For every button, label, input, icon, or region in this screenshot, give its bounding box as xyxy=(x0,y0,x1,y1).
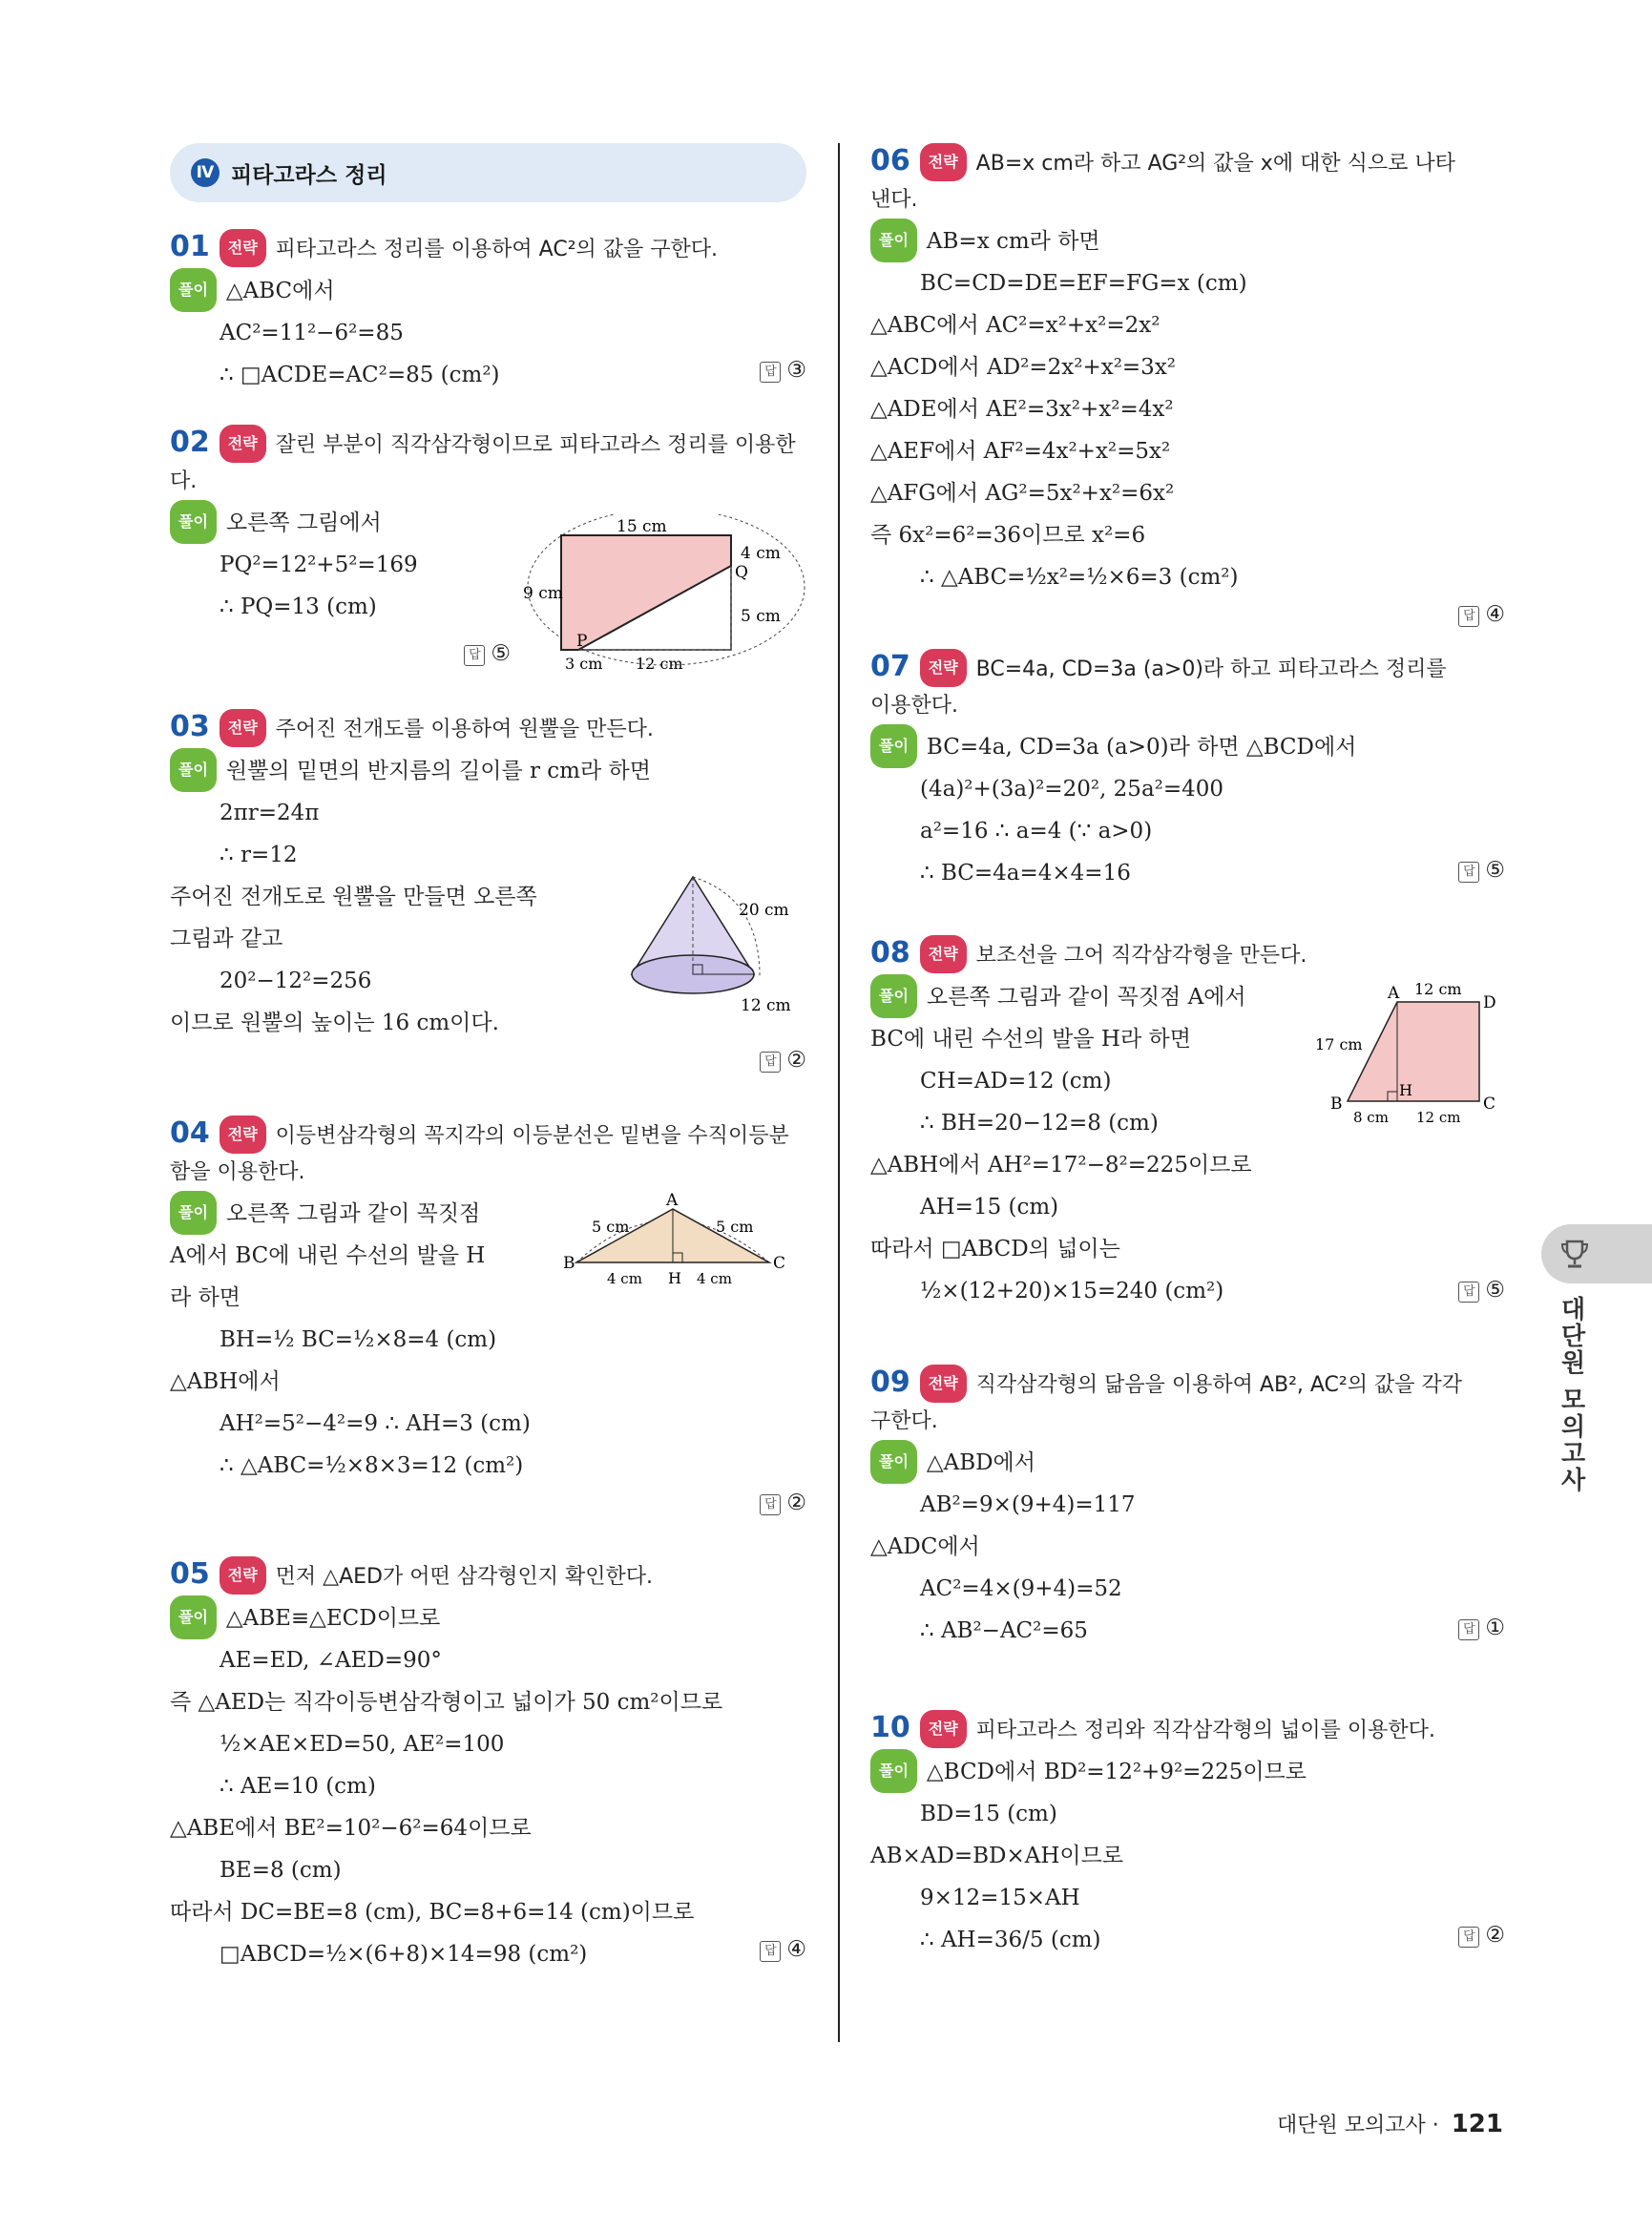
problem-hint-cont: 이용한다. xyxy=(870,694,959,718)
problem-number: 09 xyxy=(870,1366,910,1399)
problem-hint: 03 전략 주어진 전개도를 이용하여 원뿔을 만든다. xyxy=(170,709,806,748)
answer-icon: 답 xyxy=(760,1941,781,1962)
problem-02 xyxy=(170,425,806,680)
answer-icon: 답 xyxy=(1458,1282,1479,1303)
solution-tag: 풀이 xyxy=(170,1191,217,1235)
solution-line: 풀이 △ABC에서 xyxy=(170,268,806,312)
solution-line: 따라서 DC=BE=8 (cm), BC=8+6=14 (cm)이므로 xyxy=(170,1900,695,1925)
cone-figure xyxy=(626,869,817,1032)
fig-label: D xyxy=(1483,993,1496,1012)
problem-10 xyxy=(870,1710,1505,1961)
problem-number: 02 xyxy=(170,426,210,459)
problem-hint: 07 전략 BC=4a, CD=3a (a>0)라 하고 피타고라스 정리를 xyxy=(870,649,1505,688)
strategy-tag: 전략 xyxy=(920,1365,967,1403)
solution-line: AC²=4×(9+4)=52 xyxy=(920,1576,1122,1601)
solution-line: a²=16 ∴ a=4 (∵ a>0) xyxy=(920,819,1153,844)
solution-tag: 풀이 xyxy=(870,724,917,768)
answer-icon: 답 xyxy=(760,362,781,383)
fig-label: B xyxy=(563,1254,575,1273)
fig-label: 12 cm xyxy=(1416,1109,1461,1126)
answer-icon: 답 xyxy=(760,1494,781,1515)
strategy-tag: 전략 xyxy=(920,143,967,181)
solution-line: 따라서 □ABCD의 넓이는 xyxy=(870,1237,1120,1261)
fig-label: 4 cm xyxy=(607,1270,642,1287)
problem-05 xyxy=(170,1556,806,2005)
solution-line: ∴ AE=10 (cm) xyxy=(220,1774,376,1799)
problem-hint: 08 전략 보조선을 그어 직각삼각형을 만든다. xyxy=(870,935,1505,974)
solution-tag: 풀이 xyxy=(870,974,917,1018)
strategy-tag: 전략 xyxy=(220,229,266,267)
answer-icon: 답 xyxy=(464,645,485,666)
problem-hint: 02 전략 잘린 부분이 직각삼각형이므로 피타고라스 정리를 이용한 xyxy=(170,425,806,464)
problem-hint-cont: 함을 이용한다. xyxy=(170,1160,305,1184)
solution-line: BE=8 (cm) xyxy=(220,1858,342,1883)
solution-line: AE=ED, ∠AED=90° xyxy=(220,1648,442,1673)
problem-number: 08 xyxy=(870,936,910,970)
fig-label: 12 cm xyxy=(1414,980,1462,998)
answer: 답 ② xyxy=(760,1039,806,1081)
strategy-tag: 전략 xyxy=(220,709,266,747)
rectangle-figure xyxy=(523,514,809,677)
solution-line: BC에 내린 수선의 발을 H라 하면 xyxy=(870,1027,1191,1052)
fig-label: 4 cm xyxy=(741,544,781,563)
solution-line: 풀이 AB=x cm라 하면 xyxy=(870,219,1505,262)
answer-icon: 답 xyxy=(760,1052,781,1073)
fig-label: A xyxy=(666,1191,679,1210)
solution-line: AB²=9×(9+4)=117 xyxy=(920,1492,1136,1517)
solution-line: ∴ AH=36/5 (cm) xyxy=(920,1928,1101,1952)
problem-number: 06 xyxy=(870,144,910,177)
trophy-icon xyxy=(1558,1238,1591,1270)
solution-line: AC²=11²−6²=85 xyxy=(220,321,404,345)
strategy-tag: 전략 xyxy=(920,1710,967,1748)
solution-line: 풀이 △ABE≡△ECD이므로 xyxy=(170,1595,806,1639)
problem-number: 05 xyxy=(170,1557,210,1591)
solution-tag: 풀이 xyxy=(870,1440,917,1484)
problem-hint-cont: 낸다. xyxy=(870,188,918,212)
strategy-tag: 전략 xyxy=(920,649,967,687)
strategy-tag: 전략 xyxy=(220,425,266,463)
solution-line: ½×(12+20)×15=240 (cm²) xyxy=(920,1279,1224,1303)
solution-line: BC=CD=DE=EF=FG=x (cm) xyxy=(920,271,1247,296)
solution-line: ∴ AB²−AC²=65 xyxy=(920,1618,1088,1643)
solution-line: AH²=5²−4²=9 ∴ AH=3 (cm) xyxy=(220,1411,531,1436)
solution-tag: 풀이 xyxy=(170,500,217,544)
solution-tag: 풀이 xyxy=(870,219,917,262)
answer-icon: 답 xyxy=(1458,1927,1479,1948)
problem-hint: 05 전략 먼저 △AED가 어떤 삼각형인지 확인한다. xyxy=(170,1556,806,1595)
answer: 답 ⑤ xyxy=(1458,849,1505,891)
solution-line: 2πr=24π xyxy=(220,801,320,825)
solution-line: A에서 BC에 내린 수선의 발을 H xyxy=(170,1243,486,1268)
problem-06 xyxy=(870,143,1505,627)
problem-hint-cont: 다. xyxy=(170,469,198,493)
problem-number: 10 xyxy=(870,1711,910,1744)
problem-08 xyxy=(870,935,1505,1336)
solution-line: AB×AD=BD×AH이므로 xyxy=(870,1844,1124,1868)
fig-label: 15 cm xyxy=(617,517,667,536)
side-tab[interactable] xyxy=(1541,1224,1652,1283)
strategy-tag: 전략 xyxy=(220,1556,266,1595)
solution-line: 9×12=15×AH xyxy=(920,1886,1080,1910)
solution-line: CH=AD=12 (cm) xyxy=(920,1069,1112,1094)
problem-09 xyxy=(870,1365,1505,1681)
solution-line: 그림과 같고 xyxy=(170,927,283,951)
problem-hint: 01 전략 피타고라스 정리를 이용하여 AC²의 값을 구한다. xyxy=(170,229,806,268)
solution-line: ∴ PQ=13 (cm) xyxy=(220,594,377,619)
answer: 답 ③ xyxy=(760,349,806,391)
strategy-tag: 전략 xyxy=(220,1116,266,1154)
problem-number: 03 xyxy=(170,710,210,743)
solution-line: 풀이 BC=4a, CD=3a (a>0)라 하면 △BCD에서 xyxy=(870,724,1505,768)
solution-line: △ADC에서 xyxy=(870,1534,980,1559)
fig-label: 5 cm xyxy=(592,1218,630,1236)
solution-tag: 풀이 xyxy=(170,748,217,792)
solution-line: ∴ □ACDE=AC²=85 (cm²) xyxy=(220,363,500,387)
answer: 답 ⑤ xyxy=(464,633,511,675)
problem-01 xyxy=(170,229,806,396)
fig-label: 8 cm xyxy=(1353,1109,1389,1126)
solution-line: (4a)²+(3a)²=20², 25a²=400 xyxy=(920,777,1224,802)
answer: 답 ① xyxy=(1458,1607,1505,1649)
side-tab-label: 대단원 모의고사 xyxy=(1557,1296,1585,1494)
isosceles-figure xyxy=(563,1188,802,1312)
solution-line: □ABCD=½×(6+8)×14=98 (cm²) xyxy=(220,1942,588,1967)
fig-label: 5 cm xyxy=(741,607,781,626)
problem-number: 04 xyxy=(170,1116,210,1150)
problem-number: 07 xyxy=(870,650,910,683)
problem-04 xyxy=(170,1116,806,1528)
solution-line: ½×AE×ED=50, AE²=100 xyxy=(220,1732,505,1757)
solution-line: 풀이 원뿔의 밑면의 반지름의 길이를 r cm라 하면 xyxy=(170,748,806,792)
problem-hint: 09 전략 직각삼각형의 닮음을 이용하여 AB², AC²의 값을 각각 xyxy=(870,1365,1505,1404)
solution-tag: 풀이 xyxy=(170,268,217,312)
fig-label: H xyxy=(668,1269,681,1287)
fig-label: 20 cm xyxy=(739,901,789,920)
answer: 답 ④ xyxy=(760,1929,806,1970)
answer: 답 ② xyxy=(760,1482,806,1524)
fig-label: 3 cm xyxy=(565,655,603,673)
fig-label: 4 cm xyxy=(697,1270,732,1287)
problem-03 xyxy=(170,709,806,1087)
problem-hint: 10 전략 피타고라스 정리와 직각삼각형의 넓이를 이용한다. xyxy=(870,1710,1505,1749)
fig-label: 9 cm xyxy=(523,584,563,603)
solution-line: △AEF에서 AF²=4x²+x²=5x² xyxy=(870,439,1171,464)
problem-hint-cont: 구한다. xyxy=(870,1409,938,1433)
fig-label: A xyxy=(1388,984,1400,1003)
solution-line: BH=½ BC=½×8=4 (cm) xyxy=(220,1327,497,1352)
fig-label: 12 cm xyxy=(741,996,791,1015)
answer: 답 ② xyxy=(1458,1914,1505,1956)
solution-line: 주어진 전개도로 원뿔을 만들면 오른쪽 xyxy=(170,885,537,909)
answer-icon: 답 xyxy=(1458,606,1479,627)
fig-label: 12 cm xyxy=(636,655,683,673)
page-footer xyxy=(1277,2109,1503,2138)
fig-label: Q xyxy=(735,563,748,582)
problem-number: 01 xyxy=(170,230,210,263)
answer-icon: 답 xyxy=(1458,862,1479,883)
solution-tag: 풀이 xyxy=(170,1595,217,1639)
answer: 답 ④ xyxy=(1458,594,1505,636)
answer-icon: 답 xyxy=(1458,1619,1479,1640)
trapezoid-figure xyxy=(1315,970,1506,1141)
solution-line: △ABE에서 BE²=10²−6²=64이므로 xyxy=(170,1816,532,1841)
strategy-tag: 전략 xyxy=(920,935,967,973)
footer-label: 대단원 모의고사 xyxy=(1276,2114,1426,2137)
solution-line: △ADE에서 AE²=3x²+x²=4x² xyxy=(870,397,1174,422)
solution-line: △ACD에서 AD²=2x²+x²=3x² xyxy=(870,355,1177,380)
right-column xyxy=(870,143,1505,1990)
solution-line: 풀이 오른쪽 그림에서 xyxy=(170,500,806,544)
problem-hint: 04 전략 이등변삼각형의 꼭지각의 이등분선은 밑변을 수직이등분 xyxy=(170,1116,806,1155)
solution-line: △ABH에서 xyxy=(170,1369,281,1394)
solution-line: △ABC에서 AC²=x²+x²=2x² xyxy=(870,313,1161,338)
fig-label: 5 cm xyxy=(716,1218,754,1236)
solution-line: PQ²=12²+5²=169 xyxy=(220,553,418,577)
solution-line: 이므로 원뿔의 높이는 16 cm이다. xyxy=(170,1011,499,1035)
solution-line: ∴ BC=4a=4×4=16 xyxy=(920,861,1131,886)
solution-line: 풀이 △BCD에서 BD²=12²+9²=225이므로 xyxy=(870,1749,1505,1793)
solution-line: ∴ BH=20−12=8 (cm) xyxy=(920,1111,1159,1136)
section-badge: Ⅳ xyxy=(191,158,220,187)
solution-line: 즉 △AED는 직각이등변삼각형이고 넓이가 50 cm²이므로 xyxy=(170,1690,723,1715)
solution-line: 20²−12²=256 xyxy=(220,969,372,993)
section-header xyxy=(170,143,806,202)
solution-line: 풀이 △ABD에서 xyxy=(870,1440,1505,1484)
solution-line: AH=15 (cm) xyxy=(920,1195,1059,1220)
solution-line: 풀이 오른쪽 그림과 같이 꼭짓점 xyxy=(170,1191,806,1235)
problem-07 xyxy=(870,649,1505,907)
column-divider xyxy=(838,143,840,2042)
solution-line: BD=15 (cm) xyxy=(920,1802,1057,1826)
fig-label: P xyxy=(576,632,588,651)
fig-label: B xyxy=(1330,1095,1343,1114)
solution-line: △ABH에서 AH²=17²−8²=225이므로 xyxy=(870,1153,1252,1178)
footer-separator: · xyxy=(1432,2114,1439,2137)
solution-line: 즉 6x²=6²=36이므로 x²=6 xyxy=(870,523,1146,548)
problem-hint: 06 전략 AB=x cm라 하고 AG²의 값을 x에 대한 식으로 나타 xyxy=(870,143,1505,182)
fig-label: H xyxy=(1399,1081,1412,1099)
solution-tag: 풀이 xyxy=(870,1749,917,1793)
solution-line: ∴ △ABC=½×8×3=12 (cm²) xyxy=(220,1453,524,1478)
fig-label: 17 cm xyxy=(1315,1035,1363,1053)
solution-line: 풀이 오른쪽 그림과 같이 꼭짓점 A에서 xyxy=(870,974,1505,1018)
fig-label: C xyxy=(1483,1095,1496,1114)
page-number: 121 xyxy=(1451,2110,1503,2138)
solution-line: ∴ △ABC=½x²=½×6=3 (cm²) xyxy=(920,565,1239,590)
left-column xyxy=(170,143,806,2033)
solution-line: △AFG에서 AG²=5x²+x²=6x² xyxy=(870,481,1175,506)
solution-line: 라 하면 xyxy=(170,1285,240,1310)
section-title: 피타고라스 정리 xyxy=(231,162,387,188)
fig-label: C xyxy=(773,1254,786,1273)
answer: 답 ⑤ xyxy=(1458,1269,1505,1311)
solution-line: ∴ r=12 xyxy=(220,843,298,867)
